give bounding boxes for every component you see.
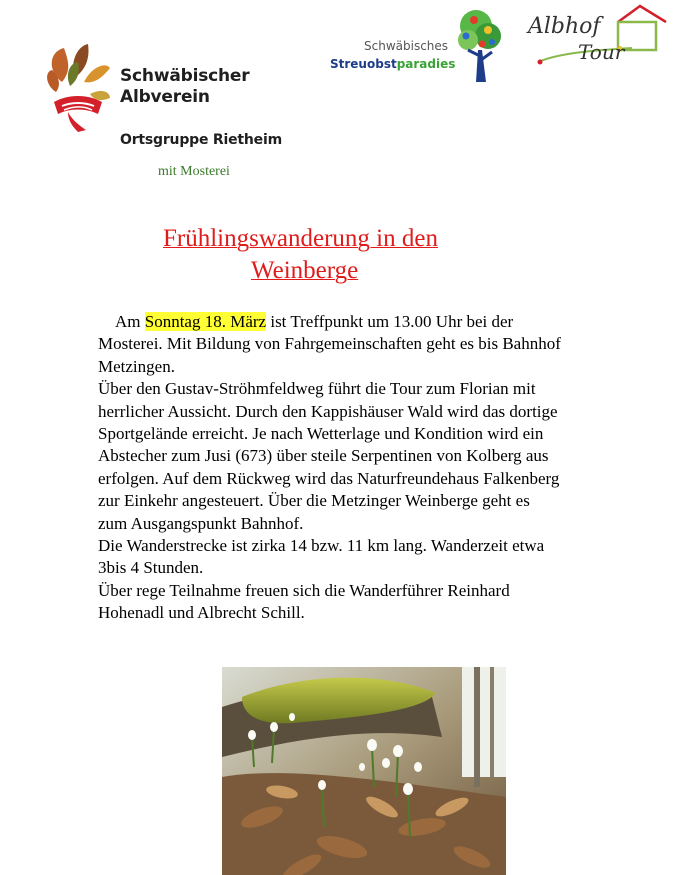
intro-rest: ist Treffpunkt um 13.00 Uhr bei der — [266, 312, 514, 331]
body-line: Über den Gustav-Ströhmfeldweg führt die Tour zum Florian mit — [98, 379, 536, 399]
body-line: Abstecher zum Jusi (673) über steile Serpentinen von Kolberg aus — [98, 446, 549, 466]
body-line: Mosterei. Mit Bildung von Fahrgemeinschaften geht es bis Bahnhof — [98, 334, 561, 354]
body-line: Hohenadl und Albrecht Schill. — [98, 603, 305, 623]
body-line: Die Wanderstrecke ist zirka 14 bzw. 11 km lang. Wanderzeit etwa — [98, 536, 545, 556]
title-line1: Frühlingswanderung in den — [163, 225, 438, 252]
streuobst-part2: paradies — [396, 57, 456, 71]
body-text — [98, 311, 638, 625]
title-line2: Weinberge — [251, 257, 359, 284]
albverein-name-line1: Schwäbischer — [120, 66, 250, 86]
albverein-name — [120, 66, 249, 108]
intro-prefix: Am — [115, 312, 145, 331]
body-line: erfolgen. Auf dem Rückweg wird das Naturfreundehaus Falkenberg — [98, 468, 560, 488]
spring-flowers-photo — [222, 667, 506, 875]
albverein-name-line2: Albverein — [120, 87, 210, 107]
tree-logo-icon — [454, 6, 504, 86]
body-line: zum Ausgangspunkt Bahnhof. — [98, 513, 304, 533]
body-line: 3bis 4 Stunden. — [98, 558, 204, 578]
albhof-line1: Albhof — [528, 14, 601, 39]
albverein-leaf-logo-icon — [44, 42, 114, 132]
mosterei-label: mit Mosterei — [158, 164, 230, 179]
ortsgruppe-label: Ortsgruppe Rietheim — [120, 132, 282, 148]
streuobst-line1: Schwäbisches — [364, 39, 449, 53]
streuobst-part1: Streuobst — [330, 57, 397, 71]
streuobst-line2 — [330, 57, 455, 71]
body-line: Über rege Teilnahme freuen sich die Wanderführer Reinhard — [98, 580, 510, 600]
body-line: Metzingen. — [98, 356, 175, 376]
body-line: Sportgelände erreicht. Je nach Wetterlage und Kondition wird ein — [98, 424, 544, 444]
body-line: herrlicher Aussicht. Durch den Kappishäuser Wald wird das dortige — [98, 401, 558, 421]
albhof-line2: Tour — [578, 40, 625, 64]
body-line-first — [98, 311, 638, 333]
body-line: zur Einkehr angesteuert. Über die Metzinger Weinberge geht es — [98, 491, 530, 511]
date-highlight: Sonntag 18. März — [144, 312, 267, 331]
